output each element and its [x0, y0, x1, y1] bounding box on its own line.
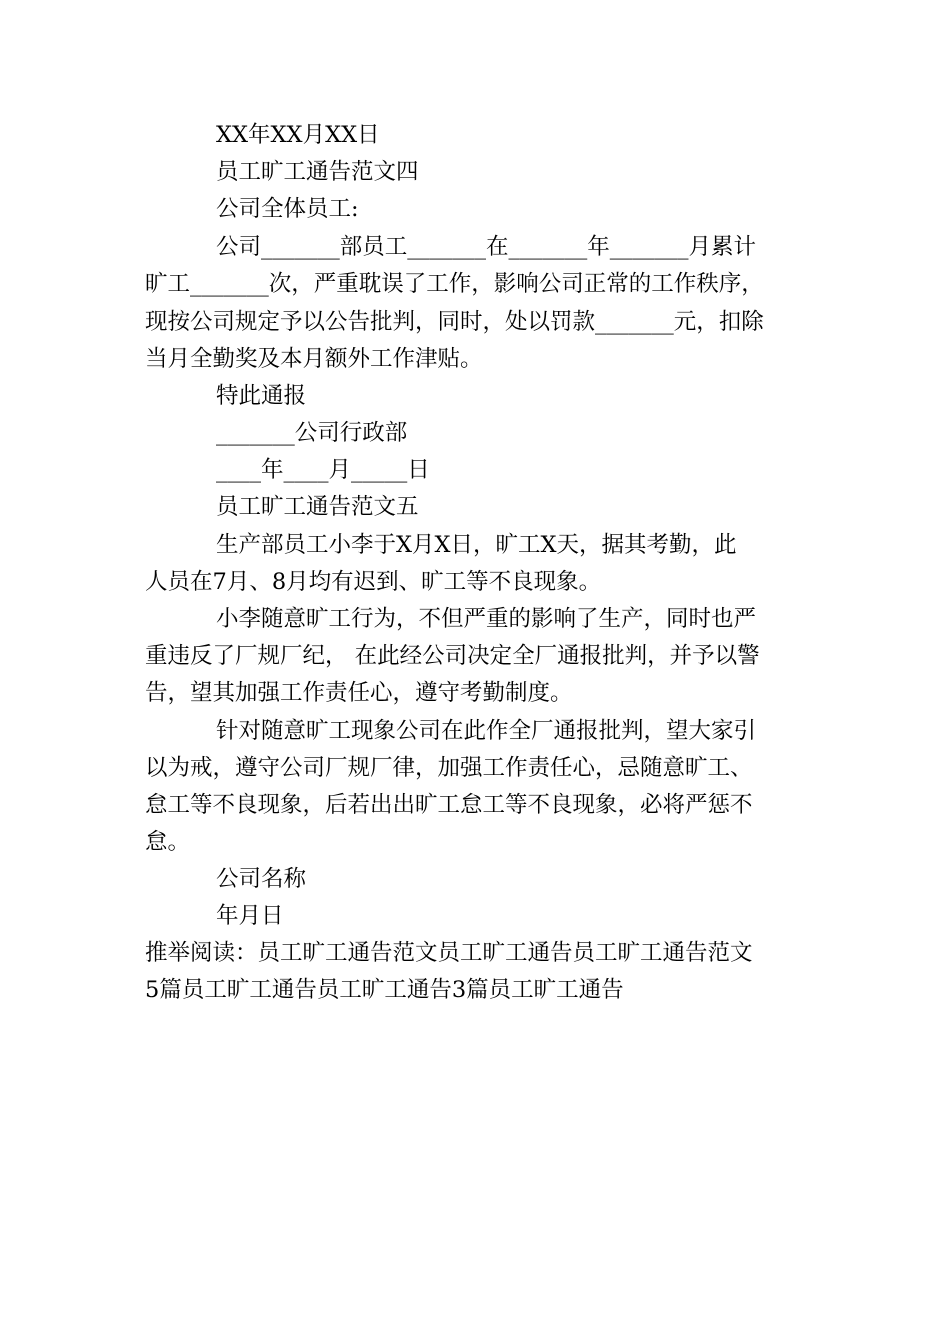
paragraph-line: 怠。 — [145, 829, 191, 855]
date-header: XX年XX月XX日 — [216, 122, 380, 148]
paragraph-line: 小李随意旷工行为，不但严重的影响了生产，同时也严 — [216, 606, 757, 632]
notice-four-line: 公司_______部员工_______在_______年_______月累计 — [216, 234, 757, 260]
paragraph-line: 怠工等不良现象，后若出出旷工怠工等不良现象，必将严惩不 — [145, 792, 753, 818]
closing-text: 特此通报 — [216, 383, 307, 409]
paragraph-line: 以为戒，遵守公司厂规厂律，加强工作责任心，忌随意旷工、 — [145, 755, 753, 781]
section-title-four: 员工旷工通告范文四 — [216, 159, 419, 185]
company-name: 公司名称 — [216, 866, 307, 892]
year-month-day: 年月日 — [216, 903, 284, 929]
paragraph-line: 人员在7月、8月均有迟到、旷工等不良现象。 — [145, 569, 602, 595]
signature: _______公司行政部 — [216, 420, 408, 446]
signature-date: ____年____月_____日 — [216, 457, 430, 483]
paragraph-line: 针对随意旷工现象公司在此作全厂通报批判，望大家引 — [216, 718, 757, 744]
paragraph-line: 重违反了厂规厂纪， 在此经公司决定全厂通报批判，并予以警 — [145, 643, 760, 669]
recommended-reading: 5篇员工旷工通告员工旷工通告3篇员工旷工通告 — [145, 977, 624, 1003]
notice-four-line: 当月全勤奖及本月额外工作津贴。 — [145, 346, 483, 372]
paragraph-line: 告，望其加强工作责任心，遵守考勤制度。 — [145, 680, 573, 706]
section-title-five: 员工旷工通告范文五 — [216, 494, 419, 520]
recommended-reading: 推举阅读：员工旷工通告范文员工旷工通告员工旷工通告范文 — [145, 940, 753, 966]
notice-four-line: 旷工_______次，严重耽误了工作，影响公司正常的工作秩序， — [145, 271, 764, 297]
salutation: 公司全体员工: — [216, 196, 359, 222]
paragraph-line: 生产部员工小李于X月X日，旷工X天，据其考勤，此 — [216, 532, 737, 558]
notice-four-line: 现按公司规定予以公告批判，同时，处以罚款_______元，扣除 — [145, 309, 764, 335]
